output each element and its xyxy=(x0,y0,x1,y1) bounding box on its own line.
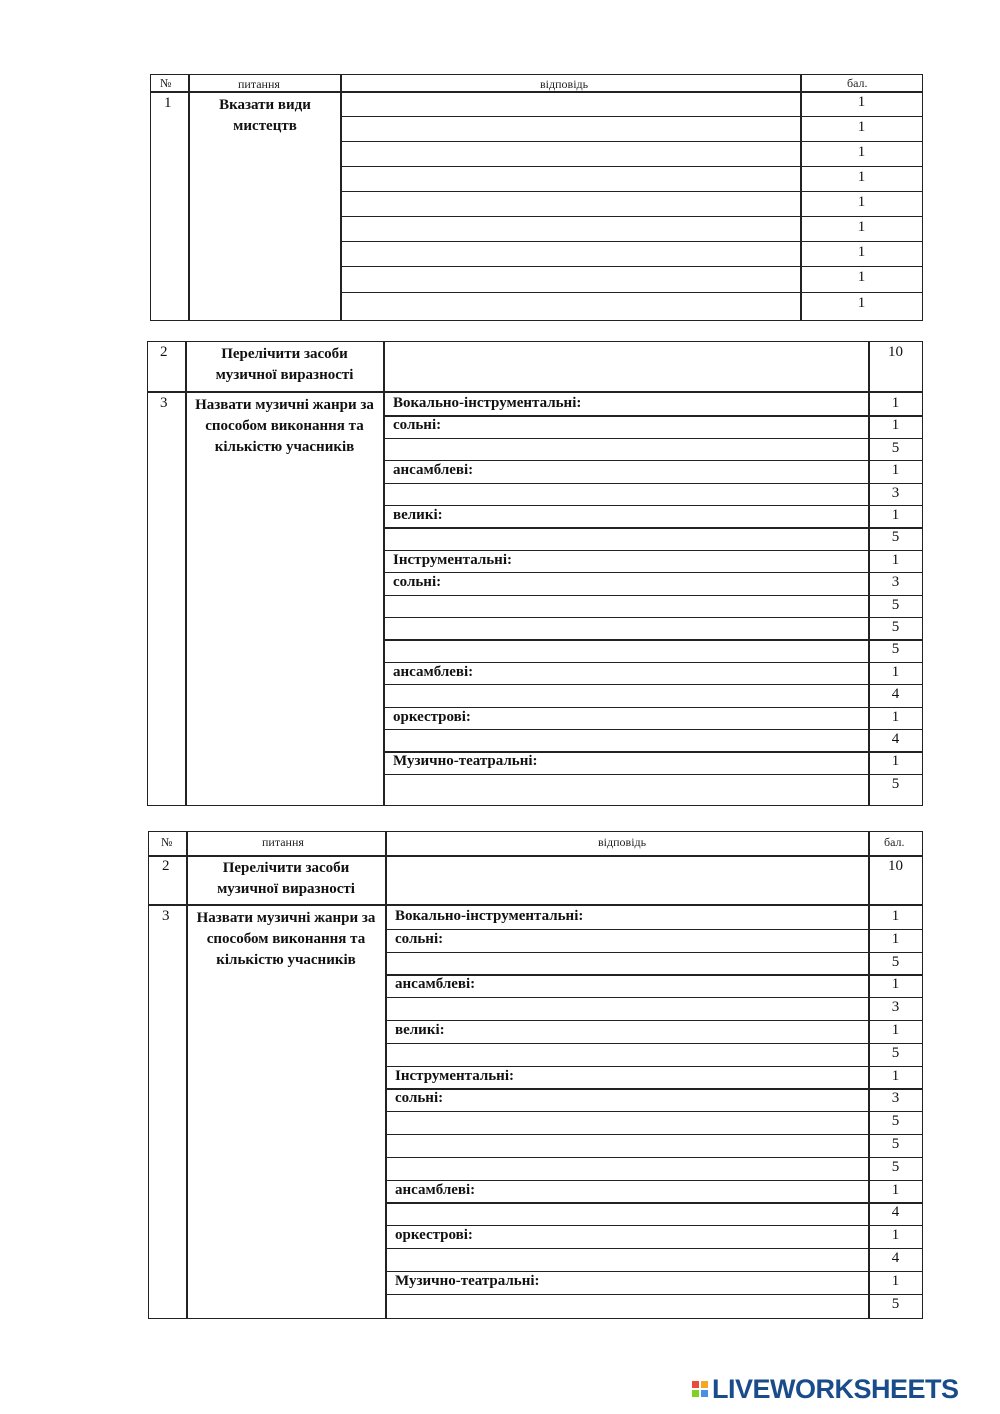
points-cell: 1 xyxy=(891,976,900,993)
question-text: Назвати музичні жанри за способом виконання та кількістю учасників xyxy=(195,397,374,455)
question-text: Вказати види мистецтв xyxy=(219,97,311,134)
row-divider xyxy=(383,438,923,439)
row-divider xyxy=(385,929,923,930)
header-answer: відповідь xyxy=(540,77,589,91)
points-cell: 5 xyxy=(891,439,900,456)
points-cell: 1 xyxy=(891,908,900,924)
row-divider xyxy=(383,550,923,551)
genre-label: Музично-театральні: xyxy=(393,753,538,770)
row-divider xyxy=(383,729,923,730)
question-number: 3 xyxy=(160,395,168,411)
question-number: 3 xyxy=(162,908,170,924)
points-cell: 1 xyxy=(891,753,900,770)
header-question: питання xyxy=(262,835,304,849)
genre-label: Вокально-інструментальні: xyxy=(393,395,582,411)
points-cell: 1 xyxy=(891,1272,900,1289)
header-points: бал. xyxy=(884,835,905,849)
row-divider xyxy=(385,974,923,975)
row-divider xyxy=(385,1020,923,1021)
points-cell: 3 xyxy=(891,574,900,591)
row-divider xyxy=(385,1157,923,1158)
points-cell: 3 xyxy=(891,1090,900,1107)
points-cell: 1 xyxy=(891,1181,900,1198)
points-cell: 5 xyxy=(891,1113,900,1130)
points-cell: 1 xyxy=(891,1022,900,1038)
row-divider xyxy=(383,617,923,618)
points-cell: 3 xyxy=(891,484,900,501)
row-divider xyxy=(385,1134,923,1135)
points-cell: 5 xyxy=(891,775,900,792)
row-divider xyxy=(383,639,923,640)
header-answer: відповідь xyxy=(598,835,647,849)
points-cell: 1 xyxy=(891,930,900,947)
row-divider xyxy=(385,997,923,998)
row-divider xyxy=(383,460,923,461)
genre-label: ансамблеві: xyxy=(393,663,474,680)
row-divider xyxy=(383,684,923,685)
genre-label: оркестрові: xyxy=(395,1227,473,1244)
points-cell: 1 xyxy=(857,219,866,235)
genre-label: сольні: xyxy=(395,930,444,947)
question-number: 2 xyxy=(160,344,168,360)
row-divider xyxy=(385,1111,923,1112)
genre-label: сольні: xyxy=(393,417,442,434)
points-cell: 1 xyxy=(857,169,866,185)
genre-label: ансамблеві: xyxy=(395,976,476,993)
row-divider xyxy=(385,1271,923,1272)
genre-label: оркестрові: xyxy=(393,708,471,725)
liveworksheets-logo xyxy=(692,1374,959,1404)
row-divider xyxy=(385,1248,923,1249)
row-divider xyxy=(383,483,923,484)
points-cell: 3 xyxy=(891,999,900,1016)
genre-label: сольні: xyxy=(393,574,442,591)
row-divider xyxy=(383,415,923,416)
row-divider xyxy=(385,1294,923,1295)
points-cell: 1 xyxy=(857,194,866,210)
points-cell: 5 xyxy=(891,1136,900,1152)
points-cell: 5 xyxy=(891,1158,900,1175)
genre-label: великі: xyxy=(393,507,443,523)
genre-label: Інструментальні: xyxy=(395,1067,514,1084)
points-cell: 1 xyxy=(857,119,866,135)
points-cell: 1 xyxy=(857,269,866,285)
logo-text: LIVEWORKSHEETS xyxy=(712,1373,959,1404)
row-divider xyxy=(383,527,923,528)
points-cell: 5 xyxy=(891,1044,900,1061)
genre-label: великі: xyxy=(395,1022,445,1038)
row-divider xyxy=(385,1202,923,1203)
points-cell: 1 xyxy=(857,94,866,110)
question-number: 2 xyxy=(162,858,170,874)
points-cell: 10 xyxy=(888,344,903,360)
row-divider xyxy=(383,707,923,708)
points-cell: 5 xyxy=(891,641,900,658)
question-text: Перелічити засоби музичної виразності xyxy=(217,860,355,897)
genre-label: Вокально-інструментальні: xyxy=(395,908,584,924)
points-cell: 1 xyxy=(857,244,866,260)
points-cell: 1 xyxy=(891,462,900,479)
row-divider xyxy=(385,1180,923,1181)
points-cell: 4 xyxy=(891,731,900,747)
row-divider xyxy=(383,774,923,775)
header-no: № xyxy=(161,835,173,849)
points-cell: 1 xyxy=(891,663,900,680)
header-no: № xyxy=(160,76,172,90)
points-cell: 5 xyxy=(891,1295,900,1312)
row-divider xyxy=(383,662,923,663)
row-divider xyxy=(385,1066,923,1067)
points-cell: 5 xyxy=(891,596,900,613)
row-divider xyxy=(383,595,923,596)
header-points: бал. xyxy=(847,76,868,90)
points-cell: 1 xyxy=(891,417,900,434)
row-divider xyxy=(383,572,923,573)
points-cell: 1 xyxy=(891,1067,900,1084)
points-cell: 5 xyxy=(891,953,900,970)
genre-label: ансамблеві: xyxy=(395,1181,476,1198)
points-cell: 1 xyxy=(891,551,900,568)
genre-label: Інструментальні: xyxy=(393,551,512,568)
question-number: 1 xyxy=(164,95,172,111)
question-text: Перелічити засоби музичної виразності xyxy=(215,346,354,383)
row-divider xyxy=(385,1225,923,1226)
points-cell: 5 xyxy=(891,619,900,635)
points-cell: 4 xyxy=(891,1250,900,1266)
points-cell: 1 xyxy=(891,507,900,523)
genre-label: сольні: xyxy=(395,1090,444,1107)
row-divider xyxy=(385,952,923,953)
question-text: Назвати музичні жанри за способом виконання та кількістю учасників xyxy=(196,910,376,968)
points-cell: 1 xyxy=(857,295,866,311)
genre-label: ансамблеві: xyxy=(393,462,474,479)
points-cell: 1 xyxy=(891,708,900,725)
row-divider xyxy=(383,505,923,506)
points-cell: 4 xyxy=(891,1204,900,1221)
points-cell: 1 xyxy=(857,144,866,160)
points-cell: 4 xyxy=(891,686,900,703)
points-cell: 5 xyxy=(891,529,900,546)
points-cell: 1 xyxy=(891,1227,900,1244)
points-cell: 10 xyxy=(888,858,903,874)
row-divider xyxy=(383,751,923,752)
points-cell: 1 xyxy=(891,395,900,411)
row-divider xyxy=(385,1043,923,1044)
logo-mark-icon xyxy=(692,1381,708,1397)
header-question: питання xyxy=(238,77,280,91)
genre-label: Музично-театральні: xyxy=(395,1272,540,1289)
row-divider xyxy=(385,1088,923,1089)
